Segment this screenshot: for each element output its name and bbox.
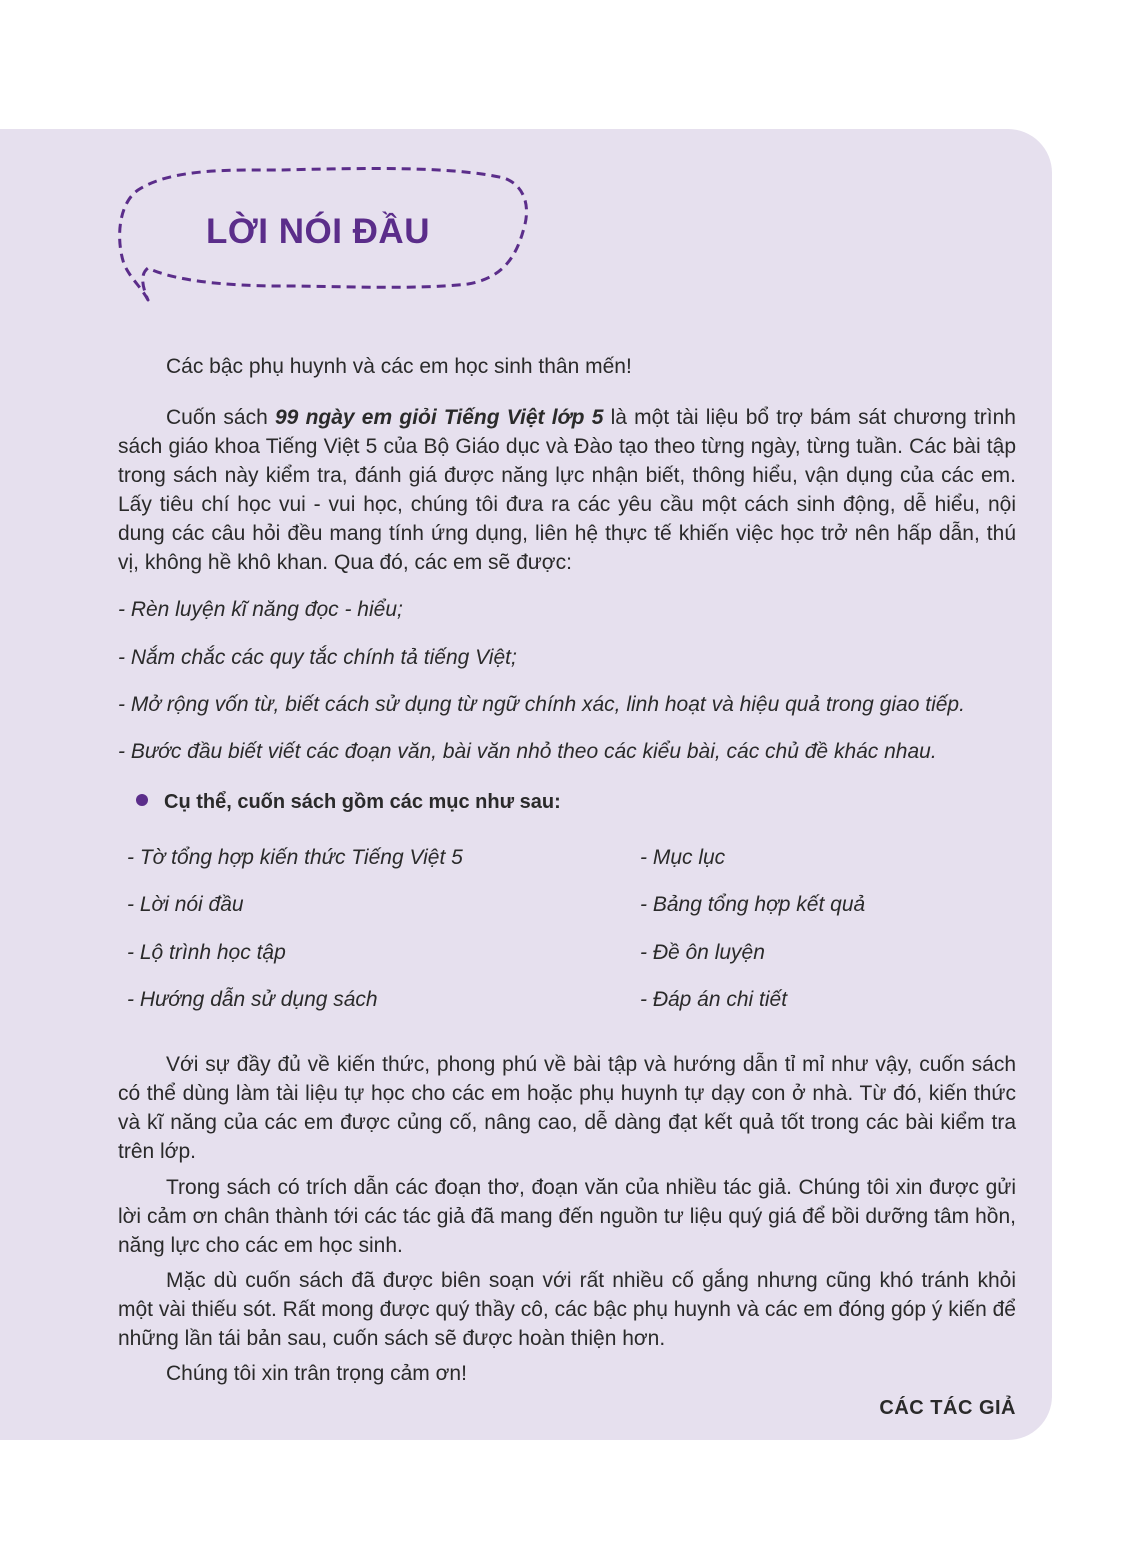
book-title: 99 ngày em giỏi Tiếng Việt lớp 5 xyxy=(275,406,604,429)
contents-item: - Đề ôn luyện xyxy=(640,941,765,964)
bullet-dot-icon xyxy=(136,794,148,806)
contents-item: - Lời nói đầu xyxy=(127,893,244,916)
contents-heading-text: Cụ thể, cuốn sách gồm các mục như sau: xyxy=(164,791,561,813)
contents-item: - Mục lục xyxy=(640,846,726,869)
contents-item: - Tờ tổng hợp kiến thức Tiếng Việt 5 xyxy=(127,846,463,869)
benefit-item: - Bước đầu biết viết các đoạn văn, bài văn nhỏ theo các kiểu bài, các chủ đề khác nhau. xyxy=(118,740,937,763)
closing-line: Chúng tôi xin trân trọng cảm ơn! xyxy=(166,1362,467,1385)
body-paragraph: Trong sách có trích dẫn các đoạn thơ, đoạn văn của nhiều tác giả. Chúng tôi xin được gửi lời cảm ơn chân thành tới các tác giả đã mang đến nguồn tư liệu quý giá để bồi dưỡng tâm hồn, năng lực cho các em học sinh. xyxy=(118,1176,1016,1257)
contents-item: - Đáp án chi tiết xyxy=(640,988,788,1011)
contents-heading xyxy=(136,788,561,817)
benefit-item: - Rèn luyện kĩ năng đọc - hiểu; xyxy=(118,598,403,621)
intro-rest: là một tài liệu bổ trợ bám sát chương trình sách giáo khoa Tiếng Việt 5 của Bộ Giáo dục và Đào tạo theo từng ngày, từng tuần. Các bài tập trong sách này kiểm tra, đánh giá được năng lực nhận biết, thông hiểu, vận dụng của các em. Lấy tiêu chí học vui - vui học, chúng tôi đưa ra các yêu cầu một cách sinh động, dễ hiểu, nội dung các câu hỏi đều mang tính ứng dụng, liên hệ thực tế khiến việc học trở nên hấp dẫn, thú vị, không hề khô khan. Qua đó, các em sẽ được: xyxy=(118,406,1016,574)
intro-paragraph xyxy=(118,403,1016,577)
page-title: LỜI NÓI ĐẦU xyxy=(206,212,430,251)
body-paragraph: Với sự đầy đủ về kiến thức, phong phú về bài tập và hướng dẫn tỉ mỉ như vậy, cuốn sách có thể dùng làm tài liệu tự học cho các em hoặc phụ huynh tự dạy con ở nhà. Từ đó, kiến thức và kĩ năng của các em được củng cố, nâng cao, dễ dàng đạt kết quả tốt trong các bài kiểm tra trên lớp. xyxy=(118,1053,1016,1163)
title-bubble xyxy=(112,160,537,305)
contents-item: - Lộ trình học tập xyxy=(127,941,286,964)
benefit-item: - Mở rộng vốn từ, biết cách sử dụng từ ngữ chính xác, linh hoạt và hiệu quả trong giao tiếp. xyxy=(118,693,965,716)
signature: CÁC TÁC GIẢ xyxy=(879,1397,1016,1419)
body-paragraph: Mặc dù cuốn sách đã được biên soạn với rất nhiều cố gắng nhưng cũng khó tránh khỏi một vài thiếu sót. Rất mong được quý thầy cô, các bậc phụ huynh và các em đóng góp ý kiến để những lần tái bản sau, cuốn sách sẽ được hoàn thiện hơn. xyxy=(118,1269,1016,1350)
contents-item: - Bảng tổng hợp kết quả xyxy=(640,893,866,916)
benefit-item: - Nắm chắc các quy tắc chính tả tiếng Việt; xyxy=(118,646,517,669)
intro-prefix: Cuốn sách xyxy=(166,406,275,429)
contents-item: - Hướng dẫn sử dụng sách xyxy=(127,988,378,1011)
greeting: Các bậc phụ huynh và các em học sinh thân mến! xyxy=(166,355,632,378)
